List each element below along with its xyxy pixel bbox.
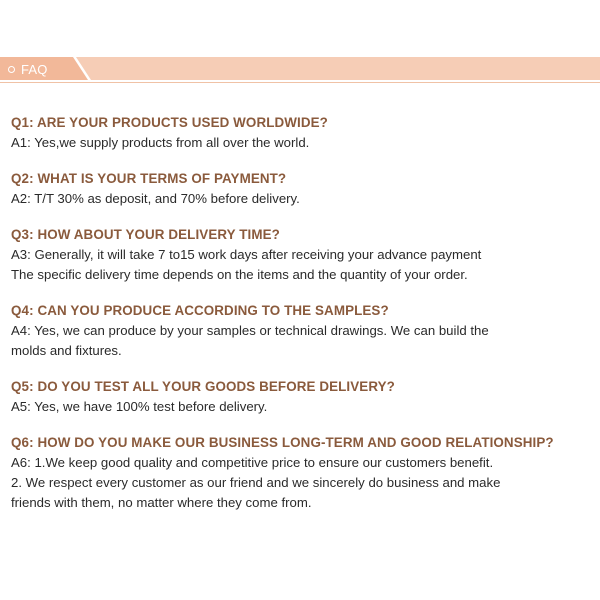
faq-item-3 [11,225,595,285]
faq-question: Q1: ARE YOUR PRODUCTS USED WORLDWIDE? [11,115,328,130]
faq-item-4 [11,301,595,361]
faq-item-5 [11,377,595,417]
faq-answer-line: A5: Yes, we have 100% test before delivery. [11,399,268,414]
faq-answer-line: 2. We respect every customer as our friend and we sincerely do business and make [11,475,501,490]
faq-header-title [8,60,48,78]
faq-question: Q5: DO YOU TEST ALL YOUR GOODS BEFORE DELIVERY? [11,379,395,394]
faq-question: Q2: WHAT IS YOUR TERMS OF PAYMENT? [11,171,287,186]
faq-answer-line: A2: T/T 30% as deposit, and 70% before delivery. [11,191,300,206]
header-ribbon-shape [0,57,600,80]
faq-header-banner [0,57,600,83]
faq-item-6 [11,433,595,513]
faq-answer-line: A1: Yes,we supply products from all over the world. [11,135,310,150]
faq-answer-line: friends with them, no matter where they come from. [11,495,312,510]
faq-item-1 [11,113,595,153]
faq-question: Q4: CAN YOU PRODUCE ACCORDING TO THE SAMPLES? [11,303,389,318]
faq-item-2 [11,169,595,209]
faq-answer-line: A3: Generally, it will take 7 to15 work days after receiving your advance payment [11,247,482,262]
faq-answer-line: The specific delivery time depends on the items and the quantity of your order. [11,267,468,282]
faq-list [11,113,595,529]
circle-outline-icon [8,66,15,73]
faq-answer-line: A6: 1.We keep good quality and competitive price to ensure our customers benefit. [11,455,494,470]
faq-header-label: FAQ [21,61,48,77]
faq-answer-line: molds and fixtures. [11,343,122,358]
faq-answer-line: A4: Yes, we can produce by your samples or technical drawings. We can build the [11,323,489,338]
header-underline [0,82,600,83]
faq-question: Q6: HOW DO YOU MAKE OUR BUSINESS LONG-TERM AND GOOD RELATIONSHIP? [11,435,554,450]
faq-question: Q3: HOW ABOUT YOUR DELIVERY TIME? [11,227,280,242]
